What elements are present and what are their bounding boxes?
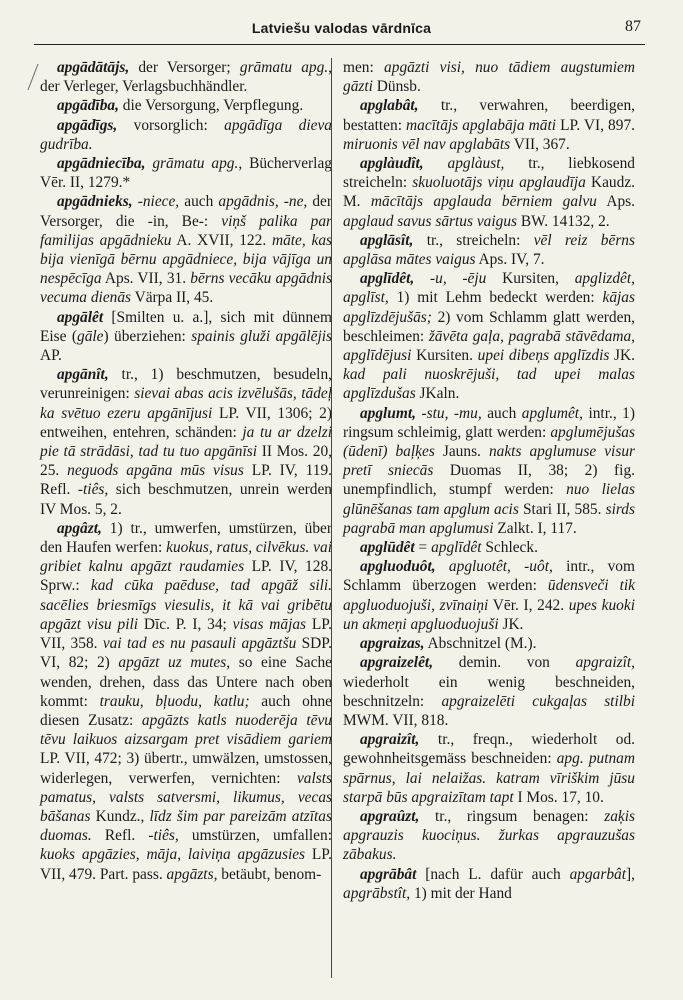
entry-text: LP. VII, 1306; 2) entweihen, entehren, schänden:: [40, 404, 332, 441]
italic-example: vēl reiz bērns apglāsa mātes vaigus: [343, 231, 635, 269]
entry-text: 1) mit Lehm bedeckt werden:: [388, 289, 603, 307]
entry-text: ],: [626, 865, 635, 883]
dictionary-entry: [40, 116, 332, 154]
dictionary-entry: [343, 730, 635, 807]
entry-text: LP. VI, 897.: [556, 116, 635, 134]
entry-text: auch: [179, 193, 219, 211]
entry-text: tr., 1) beschmutzen, besudeln, verunreinigen:: [40, 366, 332, 403]
entry-text: MWM. VII, 818.: [343, 711, 449, 729]
entry-text: Stari II, 585.: [518, 500, 606, 518]
entry-text: Duomas II, 38; 2) fig. unempfindlich, stumpf werden:: [343, 462, 635, 499]
italic-example: skuoluotājs viņu apglaudīja: [412, 174, 586, 192]
dictionary-entry: [343, 807, 635, 865]
dictionary-entry: [343, 634, 635, 653]
entry-text: [414, 270, 430, 287]
italic-example: upes kuoki un akmeņi apgluoduojuši: [343, 596, 635, 633]
italic-example: apgāzti visi, nuo tādiem augstumiem gāzti: [343, 59, 636, 96]
entry-text: LP. IV, 119. Refl.: [40, 462, 333, 499]
headword: apgraizît,: [359, 731, 420, 749]
italic-example: līdz šim par pareizām atzītas duomas.: [40, 807, 332, 845]
dictionary-entry: [343, 538, 635, 557]
italic-example: zaķis apgrauzis kuociņus. žurkas apgrauzušas zābakus.: [343, 807, 635, 864]
italic-example: apgāzts katls nuoderēja tēvu tēvu laikuos aizsargam pret visādiem gariem: [40, 711, 332, 749]
entry-text: Dünsb.: [372, 78, 421, 96]
left-column: [40, 58, 332, 884]
entry-text: , Bücherverlag Vēr. II, 1279.*: [40, 155, 332, 192]
headword: apglumt,: [359, 404, 416, 422]
italic-example: apgādnis, -ne,: [218, 193, 308, 211]
italic-example: nakts apglumuse visur pretī sniecās: [343, 443, 635, 480]
italic-example: māte, kas bija vienīgā bērnu apgādniece, bija vājīga un nespēcīga: [40, 231, 333, 288]
headword: apgānît,: [56, 366, 109, 384]
entry-text: sich beschmutzen, unrein werden IV Mos. 5, 2.: [40, 481, 332, 518]
headword: apgâzt,: [56, 519, 102, 537]
italic-example: apglàust,: [447, 155, 505, 173]
entry-text: JK.: [609, 347, 635, 365]
entry-text: tr., ringsum benagen:: [419, 807, 605, 825]
italic-example: žāvēta gaļa, pagrabā stāvēdama, apglīdējusi: [343, 327, 636, 365]
italic-example: apglumējušas (ūdenī) baļķes: [343, 423, 635, 461]
entry-text: men:: [343, 59, 385, 76]
page-number: 87: [625, 18, 641, 35]
entry-text: vorsorglich:: [117, 116, 225, 134]
entry-text: Kaudz. M.: [343, 174, 635, 211]
entry-text: Kundz.,: [90, 807, 150, 825]
running-title: Latviešu valodas vārdnīca: [251, 20, 432, 36]
entry-text: Vēr. I, 242.: [488, 596, 569, 614]
entry-text: der Versorger, die -in, Be-:: [40, 193, 333, 230]
entry-text: Schleck.: [481, 539, 538, 557]
italic-example: gāle: [77, 327, 104, 345]
entry-text: A. XVII, 122.: [171, 231, 272, 249]
entry-text: Dīc. P. I, 34;: [138, 615, 233, 633]
entry-text: I Mos. 17, 10.: [513, 788, 604, 806]
italic-example: apg. putnam spārnus, lai nelaižas. katram vīriškim jūsu starpā būs apgraizītam tapt: [343, 750, 635, 806]
entry-text: die Versorgung, Verpflegung.: [118, 97, 304, 115]
italic-example: apgāzt uz mutes,: [118, 654, 231, 672]
headword: apgādātājs,: [56, 59, 130, 76]
headword: apglabât,: [359, 97, 419, 115]
entry-text: 2) vom Schlamm glatt werden, beschleimen:: [343, 308, 635, 345]
column-divider: [331, 58, 332, 978]
italic-example: kuokus, ratus, cilvēkus. vai gribiet kalnu apgāzt raudamies: [40, 539, 332, 576]
entry-text: auch ohne diesen Zusatz:: [40, 692, 332, 729]
entry-text: tr., liebkosend streicheln:: [343, 155, 635, 192]
italic-example: -u, -ēju: [430, 270, 487, 288]
italic-example: nuo lielas glūnēšanas tam apglum acis: [343, 481, 635, 518]
italic-example: apglaud savus sārtus vaigus: [343, 212, 518, 230]
headword: apgraûzt,: [359, 807, 420, 825]
entry-text: wiederholt ein wenig beschneiden, beschnitzeln:: [343, 673, 635, 710]
entry-text: der Versorger;: [129, 59, 240, 76]
headword: apglūdêt: [359, 539, 415, 557]
italic-example: apgarbât: [569, 865, 627, 883]
dictionary-entry: [343, 557, 635, 634]
entry-text: Aps. VII, 31.: [101, 270, 191, 288]
pencil-mark: [26, 62, 40, 92]
dictionary-entry: [40, 519, 332, 884]
headword: apglīdêt,: [359, 270, 415, 288]
entry-text: 1) mit der Hand: [410, 884, 512, 902]
headword: apgraizas,: [359, 635, 425, 653]
italic-example: apgraizelēti cukgaļas stilbi: [441, 692, 635, 710]
entry-text: intr., 1) ringsum schleimig, glatt werden:: [343, 404, 635, 441]
italic-example: kuoks apgāzies, māja, laiviņa apgāzusies: [40, 846, 306, 864]
entry-text: Aps. IV, 7.: [475, 251, 545, 269]
italic-example: visas mājas: [232, 615, 307, 633]
dictionary-entry: [343, 58, 635, 96]
dictionary-entry: [343, 96, 635, 154]
entry-text: so eine Sache wenden, drehen, dass das Untere nach oben kommt:: [40, 654, 332, 710]
italic-example: apgrābstît,: [343, 884, 411, 902]
dictionary-entry: [40, 154, 332, 192]
italic-example: neguods apgāna mūs visus: [67, 462, 244, 480]
italic-example: trauku, bļuodu, katlu;: [99, 692, 250, 710]
headword: apglāsît,: [359, 231, 414, 249]
italic-example: kad cūka paēduse, tad apgāž sili. sacēlies briesmīgs viesulis, it kā vai gribētu apgāzt visu pili: [40, 577, 332, 633]
entry-text: Värpa II, 45.: [131, 289, 214, 307]
entry-text: auch: [481, 404, 522, 422]
entry-text: [nach L. dafür auch: [416, 865, 570, 883]
entry-text: [424, 155, 448, 172]
italic-example: ūdensveči tik apgluoduojuši, zvīnaiņi: [343, 577, 635, 614]
dictionary-entry: [343, 269, 635, 403]
italic-example: apglumêt,: [521, 404, 583, 422]
entry-text: JKaln.: [415, 385, 460, 403]
italic-example: apgraizît,: [575, 654, 635, 672]
dictionary-entry: [343, 404, 635, 538]
italic-example: bērns vecāku apgādnis vecuma dienās: [40, 270, 332, 307]
italic-example: kad pali nuoskrējuši, tad upei malas apglīzdušas: [343, 366, 635, 403]
entry-text: 1) tr., umwerfen, umstürzen, über den Haufen werfen:: [40, 519, 332, 557]
entry-text: Zalkt. I, 117.: [493, 519, 577, 537]
entry-text: SDP. VI, 82; 2): [40, 635, 332, 672]
entry-text: II Mos. 20, 25.: [40, 443, 332, 480]
entry-text: JK.: [498, 615, 524, 633]
page-header: [0, 0, 683, 44]
italic-example: mācītājs apglauda bērniem galvu: [370, 193, 597, 211]
italic-example: upei dibeņs apglīzdis: [477, 347, 610, 365]
entry-text: ) überziehen:: [103, 327, 192, 345]
italic-example: grāmatu apg.: [239, 59, 329, 76]
dictionary-entry: [40, 96, 332, 115]
headword: apgādnieks,: [56, 193, 133, 211]
entry-text: Jauns.: [434, 443, 489, 461]
entry-text: LP. VII, 472; 3) übertr., umwälzen, umstossen, widerlegen, verwerfen, vernichten:: [40, 750, 332, 787]
dictionary-entry: [40, 192, 332, 307]
entry-text: LP. VII, 358.: [40, 615, 333, 653]
entry-text: umstürzen, umfallen:: [178, 827, 332, 845]
italic-example: spainis gluži apgālējis: [191, 327, 332, 345]
entry-text: LP. VII, 479. Part. pass.: [40, 846, 333, 883]
italic-example: apgāzts,: [166, 865, 218, 883]
right-column: [343, 58, 635, 903]
dictionary-entry: [40, 308, 332, 366]
italic-example: miruonis vēl nav apglabāts: [343, 135, 511, 153]
entry-text: LP. IV, 128. Sprw.:: [40, 558, 332, 595]
italic-example: sievai abas acis izvēlušās, tādeļ ka svētuo ezeru apgānījusi: [40, 385, 332, 422]
headword: apgluoduôt,: [359, 558, 436, 576]
italic-example: vai tad es nu pasauli apgāztšu: [102, 635, 297, 653]
entry-text: [436, 558, 449, 575]
headword: apglàudît,: [359, 155, 424, 173]
italic-example: apgādīga dieva gudrība.: [40, 116, 332, 153]
italic-example: grāmatu apg.: [152, 155, 239, 173]
dictionary-entry: [343, 865, 635, 903]
headword: apgraizelêt,: [359, 654, 434, 672]
dictionary-entry: [40, 58, 332, 96]
dictionary-entry: [343, 653, 635, 730]
italic-example: macītājs apglabāja māti: [406, 116, 557, 134]
italic-example: -tiês,: [148, 827, 179, 845]
italic-example: viņš palika par familijas apgādnieku: [40, 212, 332, 249]
italic-example: apglīdêt: [431, 539, 482, 557]
italic-example: kājas apglīzdējušās;: [343, 289, 635, 326]
entry-text: intr., vom Schlamm überzogen werden:: [343, 558, 635, 595]
entry-text: tr., freqn., wiederholt od. gewohnheitsgemäss beschneiden:: [343, 731, 635, 768]
entry-text: demin. von: [433, 654, 576, 672]
italic-example: ja tu ar dzelzi pie tā strādāsi, tad tu tuo apgānīsi: [40, 423, 332, 461]
entry-text: Kursiten,: [486, 270, 575, 288]
headword: apgālêt: [56, 308, 104, 326]
header-rule: [34, 44, 645, 45]
italic-example: -tiês,: [77, 481, 109, 499]
entry-text: [Smilten u. a.], sich mit dünnem Eise (: [40, 308, 332, 345]
italic-example: -niece,: [137, 193, 180, 211]
headword: apgādniecība,: [56, 155, 146, 173]
dictionary-entry: [40, 365, 332, 519]
italic-example: sirds pagrabā man apglumusi: [343, 500, 635, 537]
headword: apgādība,: [56, 97, 119, 115]
entry-text: =: [414, 539, 432, 557]
italic-example: -stu, -mu,: [421, 404, 482, 422]
entry-text: Refl.: [91, 827, 149, 845]
headword: apgādīgs,: [56, 116, 118, 134]
italic-example: apgluotêt, -uôt,: [448, 558, 553, 576]
entry-text: tr., streicheln:: [413, 231, 534, 249]
entry-text: Aps.: [596, 193, 636, 211]
entry-text: VII, 367.: [510, 135, 570, 153]
italic-example: valsts pamatus, valsts satversmi, likumus, vecas bāšanas: [40, 769, 332, 825]
entry-text: Kursiten.: [411, 347, 478, 365]
italic-example: apglizdêt, apglīst,: [343, 270, 635, 307]
entry-text: , der Verleger, Verlagsbuchhändler.: [40, 59, 332, 96]
entry-text: AP.: [40, 347, 62, 365]
dictionary-entry: [343, 154, 635, 231]
entry-text: Abschnitzel (M.).: [424, 635, 537, 653]
entry-text: BW. 14132, 2.: [517, 212, 610, 230]
dictionary-entry: [343, 231, 635, 269]
entry-text: tr., verwahren, beerdigen, bestatten:: [343, 97, 635, 134]
headword: apgrābât: [359, 865, 417, 883]
entry-text: betäubt, benom-: [217, 865, 322, 883]
